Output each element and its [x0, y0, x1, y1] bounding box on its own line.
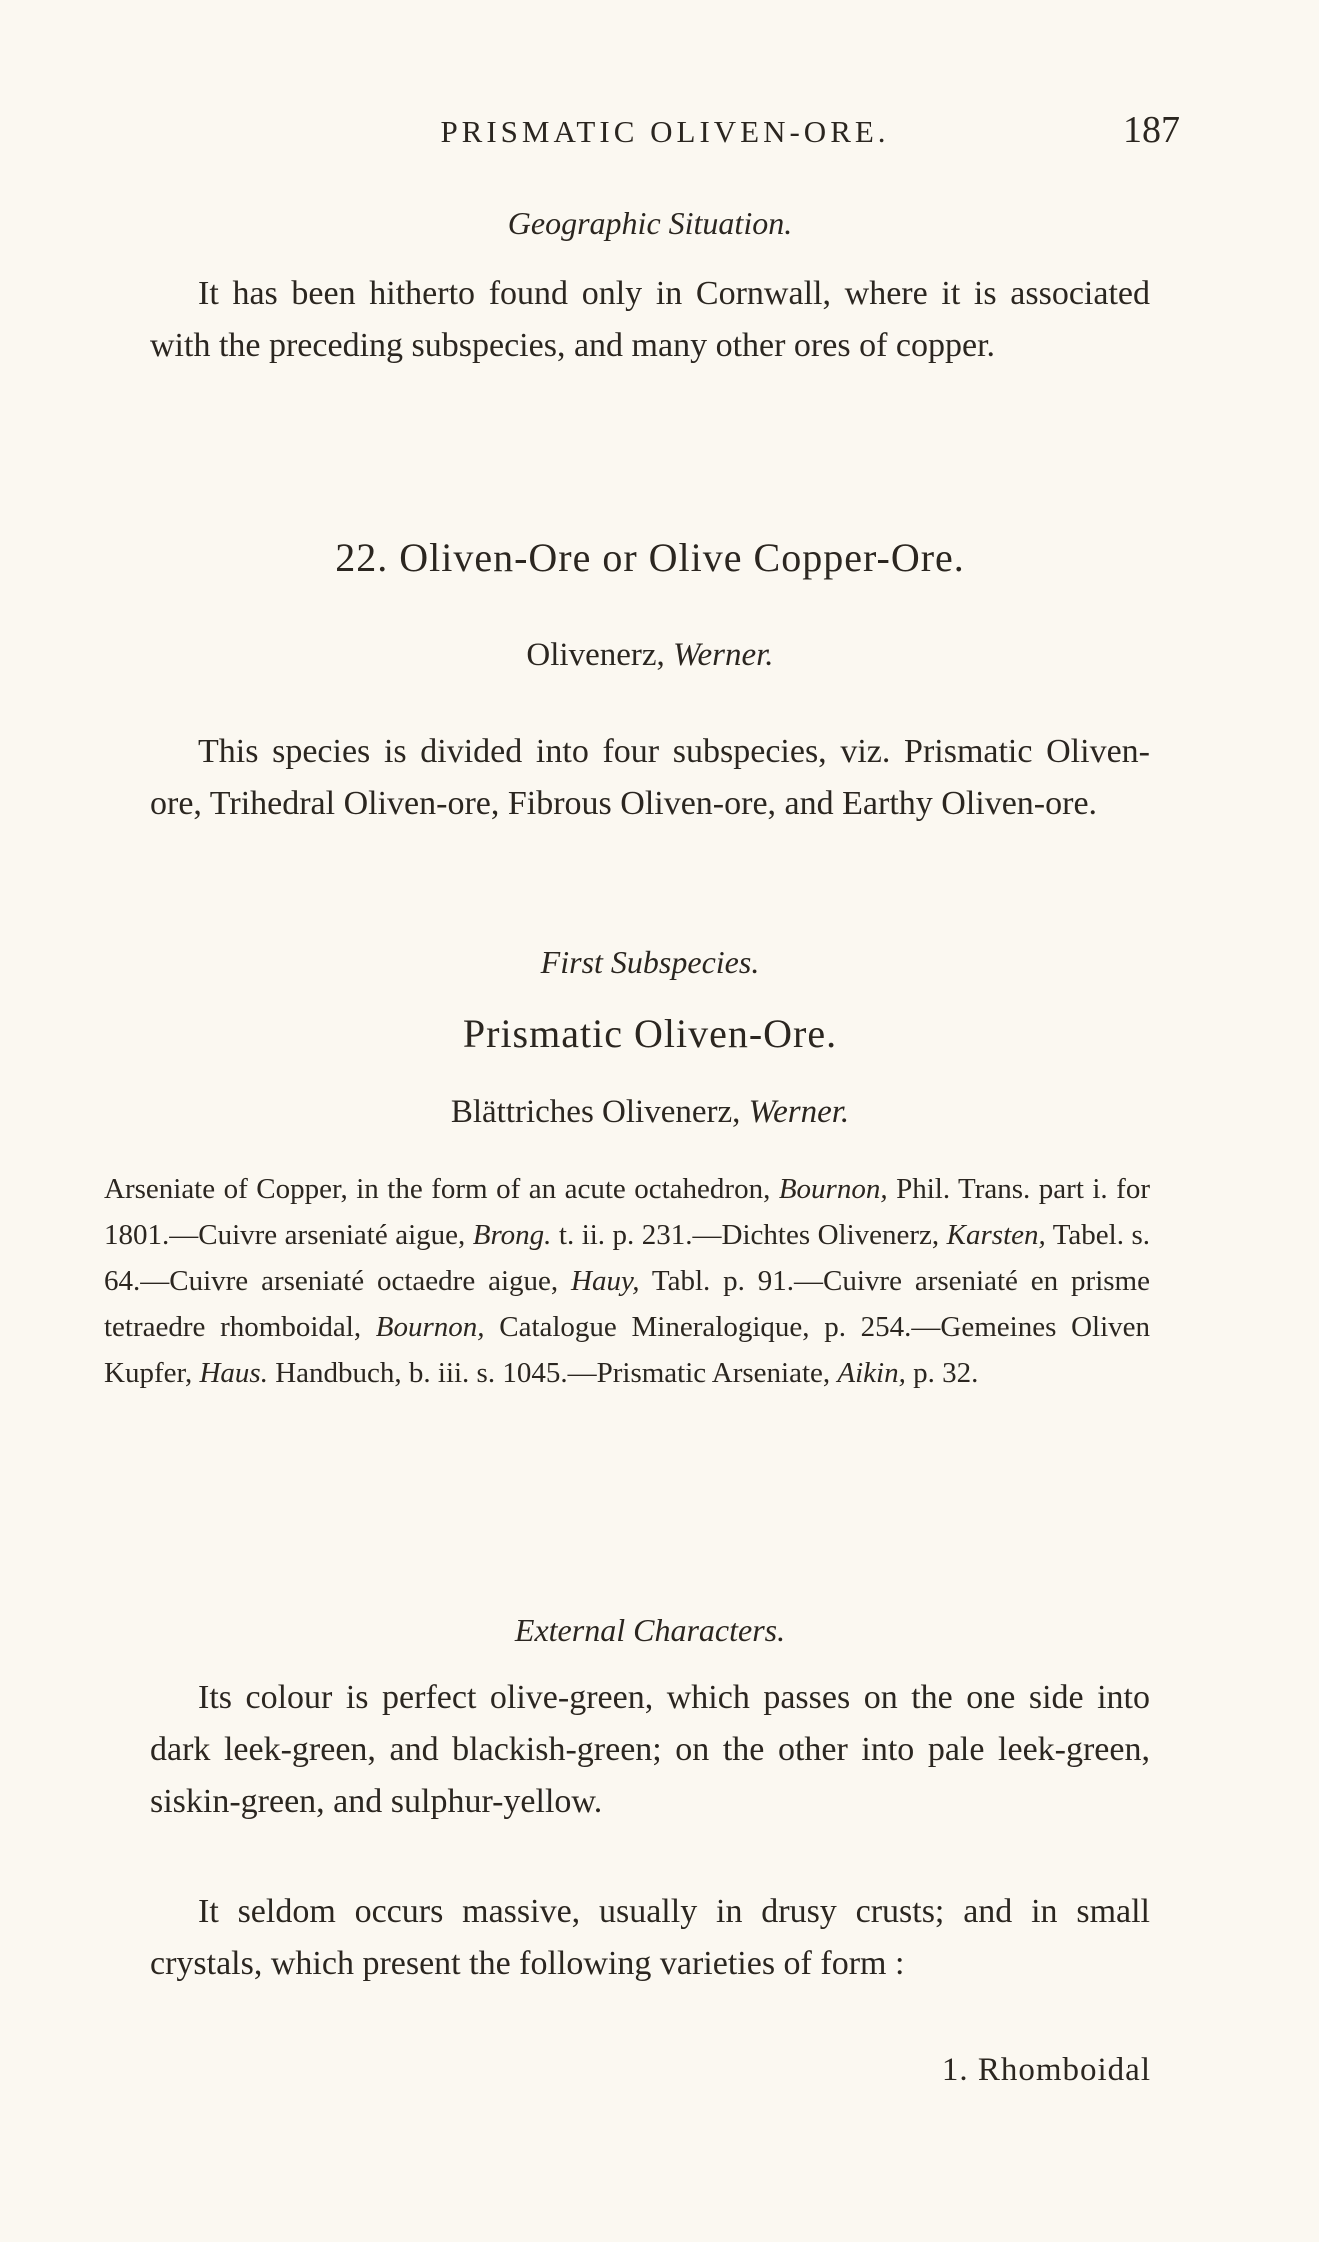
- species-name-author: Werner.: [673, 637, 774, 673]
- geographic-situation-text: [150, 268, 1150, 372]
- external-characters-text: [150, 1672, 1150, 1828]
- subspecies-name: [150, 1094, 1150, 1131]
- species-division-paragraph: This species is divided into four subspecies, viz. Prismatic Oliven-ore, Trihedral Oliven-ore, Fibrous Oliven-ore, and Earthy Oliven-ore.: [150, 733, 1150, 822]
- synonym-text: Catalogue Mineralogique, p. 254.—Gemeines Oliven Kupfer,: [104, 1311, 1150, 1389]
- occurrence-paragraph: It seldom occurs massive, usually in drusy crusts; and in small crystals, which present the following varieties of form :: [150, 1893, 1150, 1982]
- synonym-text: Phil. Trans. part i. for 1801.—Cuivre arseniaté aigue,: [104, 1173, 1150, 1251]
- synonym-text: p. 32.: [905, 1357, 979, 1389]
- running-title: PRISMATIC OLIVEN-ORE.: [440, 114, 890, 149]
- synonym-author: Hauy,: [571, 1265, 640, 1297]
- subspecies-name-author: Werner.: [748, 1094, 850, 1130]
- occurrence-text: [150, 1886, 1150, 1990]
- synonym-text: t. ii. p. 231.—Dichtes Olivenerz,: [551, 1219, 947, 1251]
- species-name: [150, 637, 1150, 674]
- synonymy-paragraph: [104, 1166, 1150, 1396]
- page-number: 187: [1123, 109, 1180, 151]
- synonym-author: Karsten,: [946, 1219, 1046, 1251]
- species-title: 22. Oliven-Ore or Olive Copper-Ore.: [335, 535, 965, 580]
- synonymy-block: [104, 1166, 1150, 1396]
- synonym-author: Aikin,: [837, 1357, 906, 1389]
- geographic-situation-heading: Geographic Situation.: [507, 205, 793, 241]
- colour-paragraph: Its colour is perfect olive-green, which passes on the one side into dark leek-green, and blackish-green; on the other into pale leek-green, siskin-green, and sulphur-yellow.: [150, 1679, 1150, 1820]
- synonym-text: Tabl. p. 91.—Cuivre arseniaté en prisme tetraedre rhomboidal,: [104, 1265, 1150, 1343]
- geographic-situation-paragraph: It has been hitherto found only in Cornwall, where it is associated with the preceding subspecies, and many other ores of copper.: [150, 275, 1150, 364]
- synonym-author: Brong.: [472, 1219, 552, 1251]
- first-subspecies-heading: First Subspecies.: [540, 944, 760, 980]
- synonym-author: Bournon,: [778, 1173, 888, 1205]
- species-name-text: Olivenerz,: [526, 637, 674, 673]
- synonym-author: Bournon,: [375, 1311, 485, 1343]
- synonym-text: Tabel. s. 64.—Cuivre arseniaté octaedre aigue,: [104, 1219, 1150, 1297]
- external-characters-heading: External Characters.: [514, 1612, 786, 1648]
- subspecies-title: Prismatic Oliven-Ore.: [462, 1011, 838, 1056]
- catchword: 1. Rhomboidal: [941, 2052, 1151, 2088]
- synonym-text: Handbuch, b. iii. s. 1045.—Prismatic Arseniate,: [267, 1357, 838, 1389]
- subspecies-name-text: Blättriches Olivenerz,: [450, 1094, 749, 1130]
- synonym-text: Arseniate of Copper, in the form of an acute octahedron,: [104, 1173, 779, 1205]
- synonym-author: Haus.: [199, 1357, 268, 1389]
- page-header: [150, 108, 1180, 158]
- species-division-text: [150, 726, 1150, 830]
